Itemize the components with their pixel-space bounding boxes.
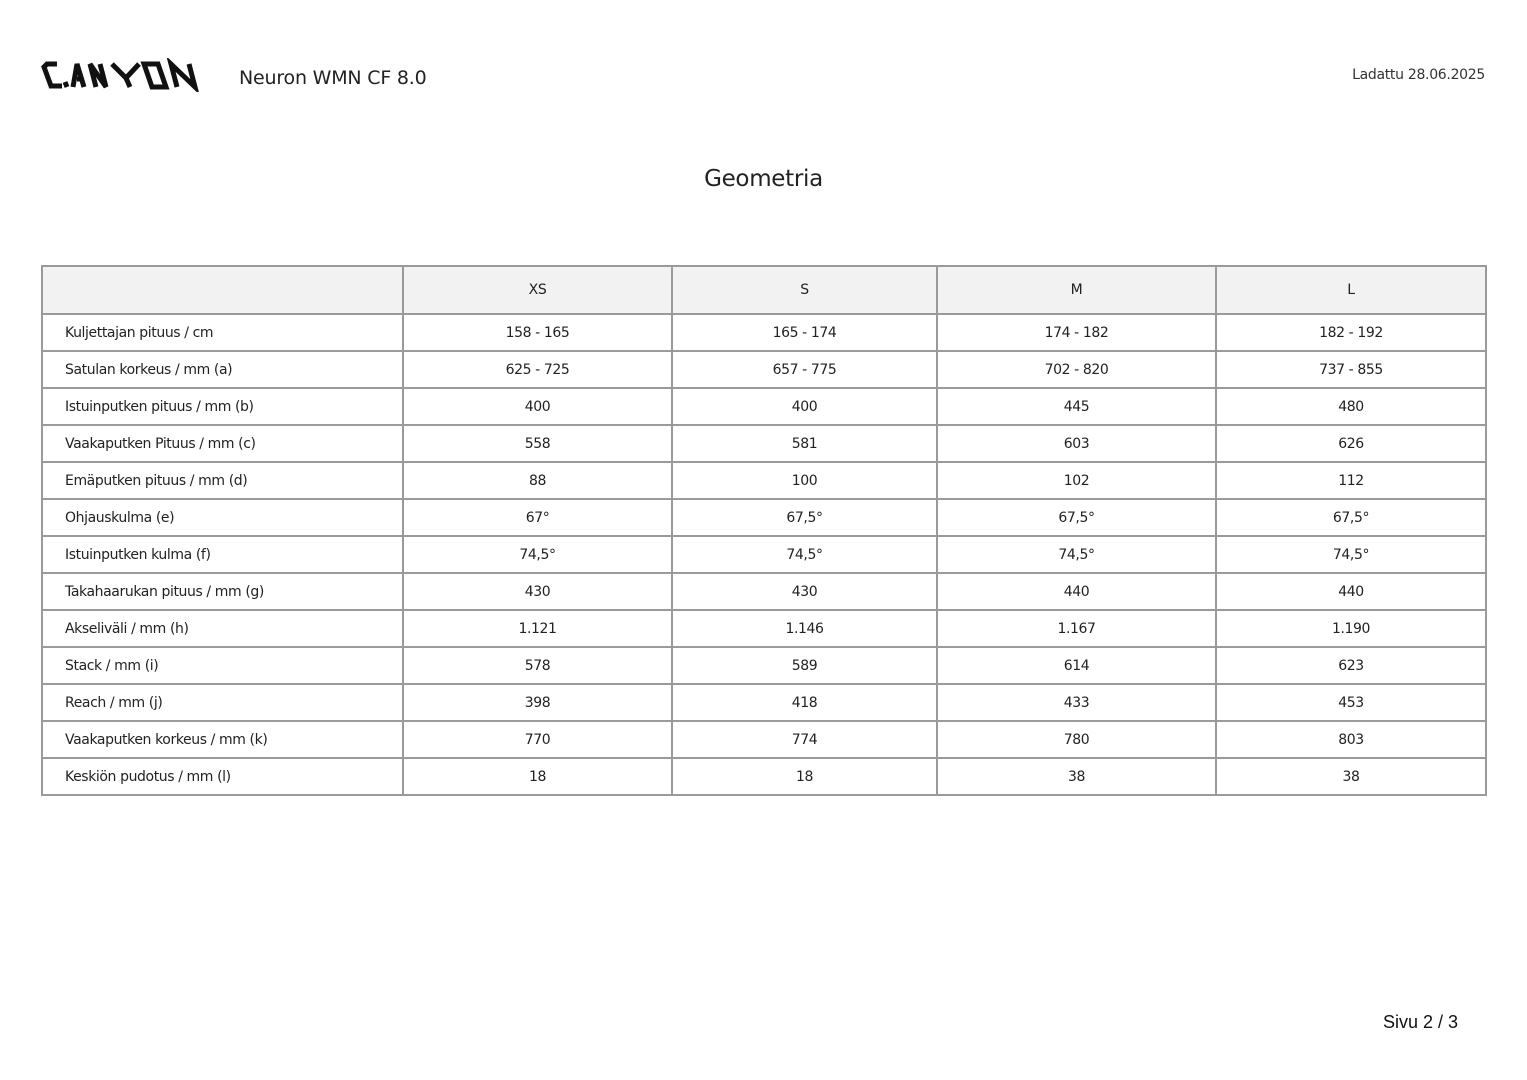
cell-xs: 67°	[403, 499, 672, 536]
product-name: Neuron WMN CF 8.0	[239, 67, 427, 89]
cell-l: 74,5°	[1216, 536, 1486, 573]
cell-xs: 398	[403, 684, 672, 721]
cell-m: 38	[937, 758, 1216, 795]
cell-s: 400	[672, 388, 937, 425]
cell-m: 174 - 182	[937, 314, 1216, 351]
cell-xs: 400	[403, 388, 672, 425]
cell-xs: 158 - 165	[403, 314, 672, 351]
table-header-row	[42, 266, 1486, 314]
row-label: Ohjauskulma (e)	[42, 499, 403, 536]
download-date: Ladattu 28.06.2025	[1352, 67, 1485, 83]
geometry-table	[41, 265, 1487, 796]
cell-l: 440	[1216, 573, 1486, 610]
table-row	[42, 721, 1486, 758]
cell-s: 589	[672, 647, 937, 684]
cell-s: 67,5°	[672, 499, 937, 536]
cell-m: 702 - 820	[937, 351, 1216, 388]
cell-m: 614	[937, 647, 1216, 684]
column-header-xs: XS	[403, 266, 672, 314]
cell-xs: 625 - 725	[403, 351, 672, 388]
cell-xs: 1.121	[403, 610, 672, 647]
table-row	[42, 388, 1486, 425]
cell-m: 440	[937, 573, 1216, 610]
table-row	[42, 610, 1486, 647]
cell-s: 581	[672, 425, 937, 462]
cell-l: 453	[1216, 684, 1486, 721]
cell-m: 603	[937, 425, 1216, 462]
row-label: Keskiön pudotus / mm (l)	[42, 758, 403, 795]
cell-m: 74,5°	[937, 536, 1216, 573]
cell-s: 657 - 775	[672, 351, 937, 388]
cell-s: 774	[672, 721, 937, 758]
cell-l: 803	[1216, 721, 1486, 758]
cell-l: 626	[1216, 425, 1486, 462]
table-row	[42, 536, 1486, 573]
row-label: Stack / mm (i)	[42, 647, 403, 684]
cell-xs: 430	[403, 573, 672, 610]
table-row	[42, 684, 1486, 721]
cell-l: 67,5°	[1216, 499, 1486, 536]
cell-xs: 770	[403, 721, 672, 758]
page-header	[40, 58, 1485, 98]
cell-s: 1.146	[672, 610, 937, 647]
row-label: Takahaarukan pituus / mm (g)	[42, 573, 403, 610]
cell-l: 112	[1216, 462, 1486, 499]
cell-xs: 558	[403, 425, 672, 462]
cell-xs: 18	[403, 758, 672, 795]
cell-m: 780	[937, 721, 1216, 758]
row-label: Vaakaputken Pituus / mm (c)	[42, 425, 403, 462]
table-row	[42, 351, 1486, 388]
cell-xs: 578	[403, 647, 672, 684]
cell-m: 67,5°	[937, 499, 1216, 536]
row-label: Akseliväli / mm (h)	[42, 610, 403, 647]
cell-m: 445	[937, 388, 1216, 425]
row-label: Emäputken pituus / mm (d)	[42, 462, 403, 499]
row-label: Satulan korkeus / mm (a)	[42, 351, 403, 388]
cell-m: 433	[937, 684, 1216, 721]
cell-s: 165 - 174	[672, 314, 937, 351]
page-title: Geometria	[704, 166, 823, 192]
table-row	[42, 462, 1486, 499]
cell-s: 100	[672, 462, 937, 499]
cell-s: 418	[672, 684, 937, 721]
cell-s: 18	[672, 758, 937, 795]
cell-l: 737 - 855	[1216, 351, 1486, 388]
cell-l: 182 - 192	[1216, 314, 1486, 351]
table-row	[42, 647, 1486, 684]
cell-m: 102	[937, 462, 1216, 499]
table-row	[42, 314, 1486, 351]
column-header-empty	[42, 266, 403, 314]
cell-xs: 88	[403, 462, 672, 499]
canyon-logo	[40, 58, 218, 92]
cell-l: 1.190	[1216, 610, 1486, 647]
cell-s: 74,5°	[672, 536, 937, 573]
table-row	[42, 499, 1486, 536]
row-label: Vaakaputken korkeus / mm (k)	[42, 721, 403, 758]
row-label: Istuinputken pituus / mm (b)	[42, 388, 403, 425]
column-header-m: M	[937, 266, 1216, 314]
row-label: Istuinputken kulma (f)	[42, 536, 403, 573]
cell-l: 38	[1216, 758, 1486, 795]
cell-l: 623	[1216, 647, 1486, 684]
table-row	[42, 573, 1486, 610]
column-header-l: L	[1216, 266, 1486, 314]
column-header-s: S	[672, 266, 937, 314]
cell-l: 480	[1216, 388, 1486, 425]
cell-m: 1.167	[937, 610, 1216, 647]
table-row	[42, 425, 1486, 462]
table-row	[42, 758, 1486, 795]
cell-xs: 74,5°	[403, 536, 672, 573]
row-label: Reach / mm (j)	[42, 684, 403, 721]
cell-s: 430	[672, 573, 937, 610]
page-number: Sivu 2 / 3	[1383, 1012, 1459, 1032]
row-label: Kuljettajan pituus / cm	[42, 314, 403, 351]
